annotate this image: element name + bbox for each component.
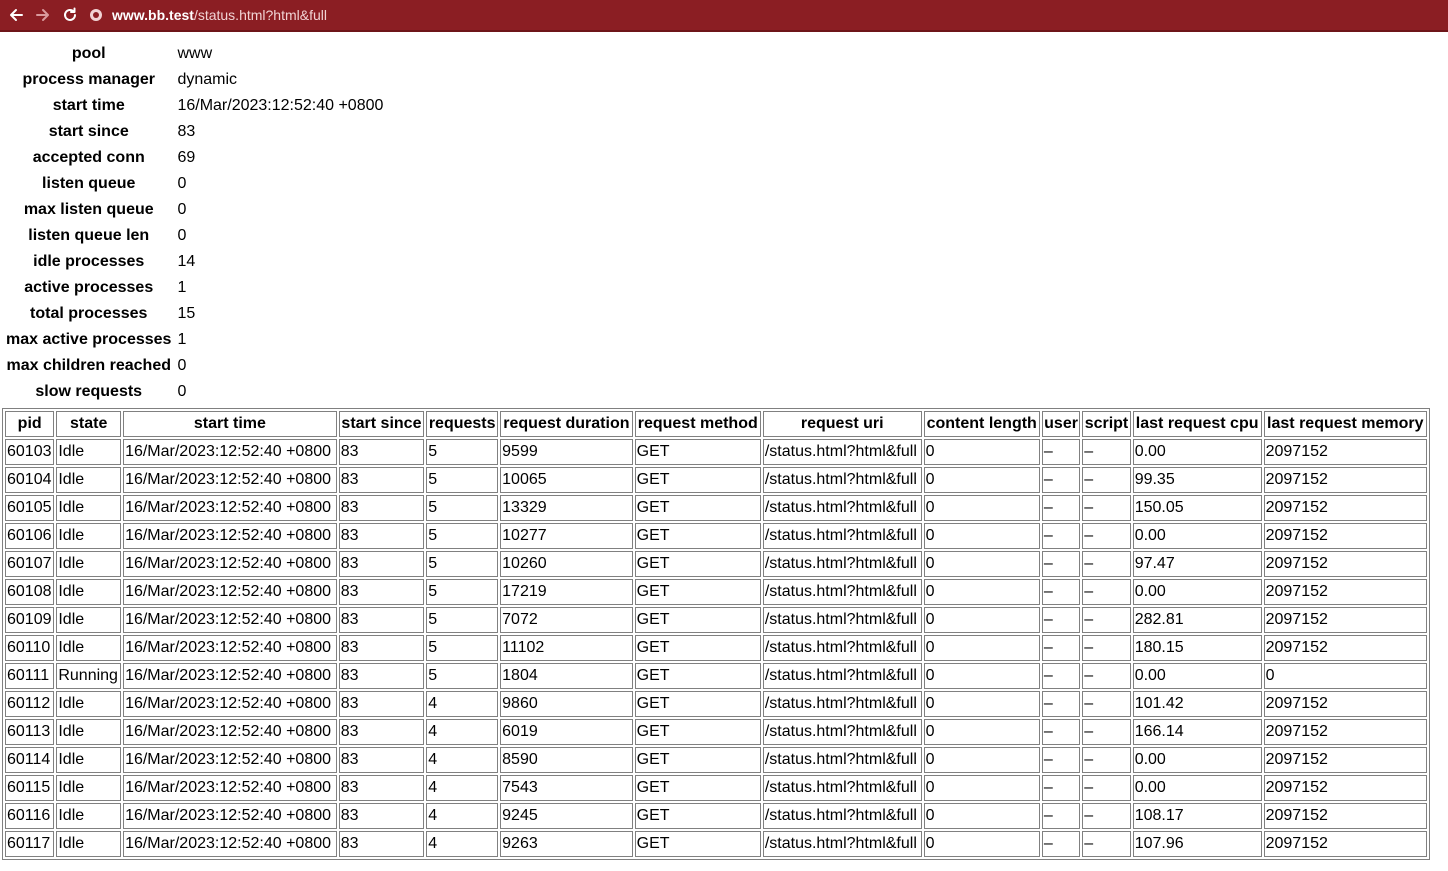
table-cell: 60105 [5, 495, 54, 521]
summary-label: start time [52, 97, 125, 114]
table-cell: 7543 [500, 775, 633, 801]
table-cell: 2097152 [1264, 467, 1427, 493]
table-cell: – [1082, 551, 1130, 577]
summary-value: 0 [177, 357, 187, 374]
summary-label: listen queue len [28, 227, 150, 244]
table-cell: 10260 [500, 551, 633, 577]
summary-value: 16/Mar/2023:12:52:40 +0800 [177, 97, 384, 114]
table-cell: GET [635, 579, 761, 605]
summary-label: listen queue [42, 175, 136, 192]
process-table [2, 408, 1430, 860]
table-cell: 60114 [5, 747, 54, 773]
forward-arrow-icon [35, 7, 51, 23]
table-cell: 10277 [500, 523, 633, 549]
summary-label: total processes [30, 305, 148, 322]
column-header: start since [339, 411, 425, 437]
summary-label: process manager [22, 71, 155, 88]
table-cell: 8590 [500, 747, 633, 773]
table-cell: – [1042, 579, 1080, 605]
table-cell: 6019 [500, 719, 633, 745]
table-cell: 0 [924, 747, 1040, 773]
table-cell: 2097152 [1264, 551, 1427, 577]
table-cell: GET [635, 467, 761, 493]
table-row [5, 831, 1427, 857]
table-cell: 83 [339, 495, 425, 521]
table-cell: /status.html?html&full [763, 607, 922, 633]
table-cell: 0 [924, 691, 1040, 717]
summary-row [4, 328, 385, 352]
table-cell: GET [635, 663, 761, 689]
table-cell: 83 [339, 523, 425, 549]
table-cell: 60106 [5, 523, 54, 549]
table-cell: /status.html?html&full [763, 775, 922, 801]
summary-row [4, 42, 385, 66]
table-cell: – [1082, 579, 1130, 605]
table-cell: Idle [56, 831, 121, 857]
table-cell: Running [56, 663, 121, 689]
table-cell: /status.html?html&full [763, 635, 922, 661]
table-cell: 0 [924, 803, 1040, 829]
table-cell: 83 [339, 551, 425, 577]
summary-value: 0 [177, 175, 187, 192]
column-header: state [56, 411, 121, 437]
table-cell: 0 [924, 439, 1040, 465]
table-cell: 4 [426, 747, 498, 773]
summary-label: slow requests [35, 383, 143, 400]
table-cell: Idle [56, 439, 121, 465]
table-cell: 60104 [5, 467, 54, 493]
table-cell: Idle [56, 691, 121, 717]
table-cell: /status.html?html&full [763, 719, 922, 745]
table-cell: 0.00 [1133, 747, 1262, 773]
summary-value: 0 [177, 383, 187, 400]
summary-row [4, 354, 385, 378]
table-cell: 16/Mar/2023:12:52:40 +0800 [123, 663, 337, 689]
summary-row [4, 302, 385, 326]
table-cell: 2097152 [1264, 803, 1427, 829]
summary-label: max listen queue [23, 201, 154, 218]
table-cell: 83 [339, 747, 425, 773]
summary-value: 1 [177, 279, 187, 296]
table-cell: /status.html?html&full [763, 439, 922, 465]
table-cell: Idle [56, 467, 121, 493]
table-row [5, 607, 1427, 633]
column-header: request duration [500, 411, 633, 437]
back-button[interactable] [5, 4, 27, 26]
column-header: content length [924, 411, 1040, 437]
table-cell: 2097152 [1264, 439, 1427, 465]
site-info-icon[interactable] [89, 8, 103, 22]
table-cell: – [1082, 495, 1130, 521]
table-cell: 16/Mar/2023:12:52:40 +0800 [123, 719, 337, 745]
table-cell: – [1042, 495, 1080, 521]
table-cell: 2097152 [1264, 719, 1427, 745]
table-cell: Idle [56, 719, 121, 745]
table-cell: 83 [339, 663, 425, 689]
back-arrow-icon [8, 7, 24, 23]
table-cell: GET [635, 607, 761, 633]
table-cell: GET [635, 635, 761, 661]
table-cell: – [1042, 523, 1080, 549]
table-cell: 83 [339, 579, 425, 605]
table-cell: 60108 [5, 579, 54, 605]
pool-summary-table [2, 40, 387, 406]
table-row [5, 635, 1427, 661]
table-cell: 5 [426, 551, 498, 577]
table-cell: /status.html?html&full [763, 523, 922, 549]
table-cell: GET [635, 775, 761, 801]
table-cell: 9860 [500, 691, 633, 717]
table-cell: GET [635, 803, 761, 829]
table-cell: – [1042, 467, 1080, 493]
summary-row [4, 172, 385, 196]
summary-label: max children reached [6, 357, 171, 374]
table-row [5, 551, 1427, 577]
table-cell: 2097152 [1264, 495, 1427, 521]
table-cell: 180.15 [1133, 635, 1262, 661]
table-cell: 2097152 [1264, 831, 1427, 857]
table-row [5, 775, 1427, 801]
table-cell: 2097152 [1264, 579, 1427, 605]
table-cell: 0.00 [1133, 775, 1262, 801]
table-cell: 16/Mar/2023:12:52:40 +0800 [123, 467, 337, 493]
column-header: pid [5, 411, 54, 437]
table-cell: Idle [56, 523, 121, 549]
table-cell: GET [635, 439, 761, 465]
table-cell: /status.html?html&full [763, 691, 922, 717]
table-cell: 60116 [5, 803, 54, 829]
forward-button[interactable] [32, 4, 54, 26]
table-cell: 17219 [500, 579, 633, 605]
table-cell: 99.35 [1133, 467, 1262, 493]
table-cell: 16/Mar/2023:12:52:40 +0800 [123, 523, 337, 549]
url-host: www.bb.test [112, 7, 194, 23]
summary-row [4, 146, 385, 170]
summary-label: accepted conn [32, 149, 145, 166]
column-header: request uri [763, 411, 922, 437]
table-cell: 9263 [500, 831, 633, 857]
table-cell: /status.html?html&full [763, 831, 922, 857]
table-cell: 0 [924, 467, 1040, 493]
table-cell: 2097152 [1264, 523, 1427, 549]
table-row [5, 439, 1427, 465]
table-cell: 60115 [5, 775, 54, 801]
summary-value: 15 [177, 305, 196, 322]
table-cell: 0 [924, 719, 1040, 745]
table-cell: GET [635, 495, 761, 521]
table-cell: – [1082, 691, 1130, 717]
summary-value: www [177, 45, 213, 62]
table-cell: 60113 [5, 719, 54, 745]
column-header: user [1042, 411, 1080, 437]
table-cell: 0 [924, 523, 1040, 549]
table-cell: Idle [56, 607, 121, 633]
table-cell: – [1082, 775, 1130, 801]
table-cell: 97.47 [1133, 551, 1262, 577]
table-cell: 4 [426, 803, 498, 829]
column-header: start time [123, 411, 337, 437]
table-cell: Idle [56, 551, 121, 577]
table-cell: – [1042, 747, 1080, 773]
table-cell: – [1042, 831, 1080, 857]
table-cell: GET [635, 523, 761, 549]
table-cell: – [1082, 747, 1130, 773]
table-row [5, 691, 1427, 717]
table-cell: Idle [56, 579, 121, 605]
table-cell: 0 [924, 607, 1040, 633]
table-cell: 83 [339, 635, 425, 661]
table-cell: 60112 [5, 691, 54, 717]
summary-row [4, 380, 385, 404]
table-cell: 10065 [500, 467, 633, 493]
table-cell: 60110 [5, 635, 54, 661]
address-bar[interactable] [89, 3, 1448, 27]
table-cell: 0.00 [1133, 439, 1262, 465]
summary-row [4, 198, 385, 222]
table-cell: – [1042, 803, 1080, 829]
table-cell: 2097152 [1264, 747, 1427, 773]
table-cell: 83 [339, 439, 425, 465]
table-cell: – [1042, 635, 1080, 661]
table-cell: 9245 [500, 803, 633, 829]
table-cell: 5 [426, 607, 498, 633]
status-page [0, 40, 1448, 860]
table-cell: – [1042, 439, 1080, 465]
summary-label: start since [48, 123, 129, 140]
table-cell: – [1082, 831, 1130, 857]
table-cell: GET [635, 831, 761, 857]
table-cell: 2097152 [1264, 775, 1427, 801]
table-cell: 16/Mar/2023:12:52:40 +0800 [123, 803, 337, 829]
summary-row [4, 224, 385, 248]
table-cell: 11102 [500, 635, 633, 661]
table-cell: 0 [924, 663, 1040, 689]
summary-label: active processes [24, 279, 154, 296]
summary-value: 0 [177, 227, 187, 244]
table-cell: 13329 [500, 495, 633, 521]
table-cell: 150.05 [1133, 495, 1262, 521]
table-cell: – [1082, 803, 1130, 829]
summary-value: 0 [177, 201, 187, 218]
table-cell: 60107 [5, 551, 54, 577]
table-cell: 83 [339, 691, 425, 717]
table-cell: – [1082, 467, 1130, 493]
column-header: last request cpu [1133, 411, 1262, 437]
summary-row [4, 94, 385, 118]
table-cell: 108.17 [1133, 803, 1262, 829]
table-cell: 0 [924, 551, 1040, 577]
table-cell: 60109 [5, 607, 54, 633]
table-cell: 2097152 [1264, 635, 1427, 661]
table-cell: – [1082, 607, 1130, 633]
table-cell: 2097152 [1264, 691, 1427, 717]
table-cell: /status.html?html&full [763, 467, 922, 493]
table-cell: 0.00 [1133, 663, 1262, 689]
table-cell: 83 [339, 607, 425, 633]
table-cell: 0 [924, 495, 1040, 521]
table-cell: 5 [426, 495, 498, 521]
table-cell: 0.00 [1133, 579, 1262, 605]
table-cell: 1804 [500, 663, 633, 689]
column-header: last request memory [1264, 411, 1427, 437]
table-cell: Idle [56, 635, 121, 661]
table-cell: – [1042, 691, 1080, 717]
table-cell: 5 [426, 467, 498, 493]
table-cell: 0 [1264, 663, 1427, 689]
summary-value: dynamic [177, 71, 238, 88]
table-cell: /status.html?html&full [763, 663, 922, 689]
table-row [5, 523, 1427, 549]
table-cell: 83 [339, 719, 425, 745]
table-cell: 83 [339, 831, 425, 857]
table-cell: 16/Mar/2023:12:52:40 +0800 [123, 635, 337, 661]
column-header: script [1082, 411, 1130, 437]
summary-value: 14 [177, 253, 196, 270]
table-cell: 16/Mar/2023:12:52:40 +0800 [123, 439, 337, 465]
table-cell: 282.81 [1133, 607, 1262, 633]
table-cell: /status.html?html&full [763, 803, 922, 829]
table-cell: 16/Mar/2023:12:52:40 +0800 [123, 607, 337, 633]
table-cell: Idle [56, 775, 121, 801]
url-path: /status.html?html&full [193, 7, 327, 23]
table-cell: /status.html?html&full [763, 551, 922, 577]
table-cell: 5 [426, 663, 498, 689]
table-cell: 16/Mar/2023:12:52:40 +0800 [123, 495, 337, 521]
table-cell: – [1082, 719, 1130, 745]
summary-label: idle processes [33, 253, 145, 270]
summary-value: 83 [177, 123, 196, 140]
table-row [5, 663, 1427, 689]
table-row [5, 579, 1427, 605]
table-cell: 107.96 [1133, 831, 1262, 857]
table-row [5, 495, 1427, 521]
table-cell: 4 [426, 831, 498, 857]
table-cell: – [1042, 663, 1080, 689]
table-cell: 5 [426, 439, 498, 465]
table-cell: – [1082, 635, 1130, 661]
table-cell: 60117 [5, 831, 54, 857]
table-cell: 83 [339, 467, 425, 493]
column-header: requests [426, 411, 498, 437]
table-cell: Idle [56, 803, 121, 829]
table-cell: 0 [924, 775, 1040, 801]
table-cell: 9599 [500, 439, 633, 465]
process-table-header [5, 411, 1427, 437]
table-cell: 16/Mar/2023:12:52:40 +0800 [123, 831, 337, 857]
table-row [5, 467, 1427, 493]
table-cell: 60111 [5, 663, 54, 689]
table-cell: 83 [339, 803, 425, 829]
table-cell: – [1042, 551, 1080, 577]
table-cell: – [1042, 607, 1080, 633]
summary-row [4, 276, 385, 300]
table-cell: /status.html?html&full [763, 747, 922, 773]
table-cell: – [1082, 439, 1130, 465]
summary-value: 1 [177, 331, 187, 348]
table-cell: 2097152 [1264, 607, 1427, 633]
table-cell: 0 [924, 579, 1040, 605]
summary-label: pool [71, 45, 106, 62]
table-cell: – [1082, 663, 1130, 689]
column-header: request method [635, 411, 761, 437]
table-cell: 83 [339, 775, 425, 801]
table-cell: 5 [426, 579, 498, 605]
table-cell: Idle [56, 747, 121, 773]
table-cell: 0 [924, 635, 1040, 661]
summary-row [4, 120, 385, 144]
table-cell: GET [635, 747, 761, 773]
table-cell: 101.42 [1133, 691, 1262, 717]
summary-row [4, 68, 385, 92]
summary-label: max active processes [6, 331, 172, 348]
table-cell: GET [635, 691, 761, 717]
reload-button[interactable] [59, 4, 81, 26]
table-cell: 5 [426, 523, 498, 549]
table-cell: GET [635, 551, 761, 577]
table-cell: 4 [426, 719, 498, 745]
summary-value: 69 [177, 149, 196, 166]
table-cell: – [1042, 775, 1080, 801]
table-cell: /status.html?html&full [763, 579, 922, 605]
table-cell: Idle [56, 495, 121, 521]
table-cell: 7072 [500, 607, 633, 633]
browser-toolbar [0, 0, 1448, 32]
table-cell: 166.14 [1133, 719, 1262, 745]
table-cell: GET [635, 719, 761, 745]
summary-row [4, 250, 385, 274]
table-cell: 16/Mar/2023:12:52:40 +0800 [123, 691, 337, 717]
table-cell: 0.00 [1133, 523, 1262, 549]
table-row [5, 719, 1427, 745]
table-cell: 0 [924, 831, 1040, 857]
table-cell: 60103 [5, 439, 54, 465]
table-cell: 16/Mar/2023:12:52:40 +0800 [123, 775, 337, 801]
table-cell: 5 [426, 635, 498, 661]
table-cell: 16/Mar/2023:12:52:40 +0800 [123, 551, 337, 577]
table-cell: 4 [426, 691, 498, 717]
table-cell: 4 [426, 775, 498, 801]
table-cell: – [1042, 719, 1080, 745]
table-cell: – [1082, 523, 1130, 549]
reload-icon [62, 7, 78, 23]
table-row [5, 747, 1427, 773]
table-cell: 16/Mar/2023:12:52:40 +0800 [123, 579, 337, 605]
table-cell: 16/Mar/2023:12:52:40 +0800 [123, 747, 337, 773]
table-cell: /status.html?html&full [763, 495, 922, 521]
table-row [5, 803, 1427, 829]
